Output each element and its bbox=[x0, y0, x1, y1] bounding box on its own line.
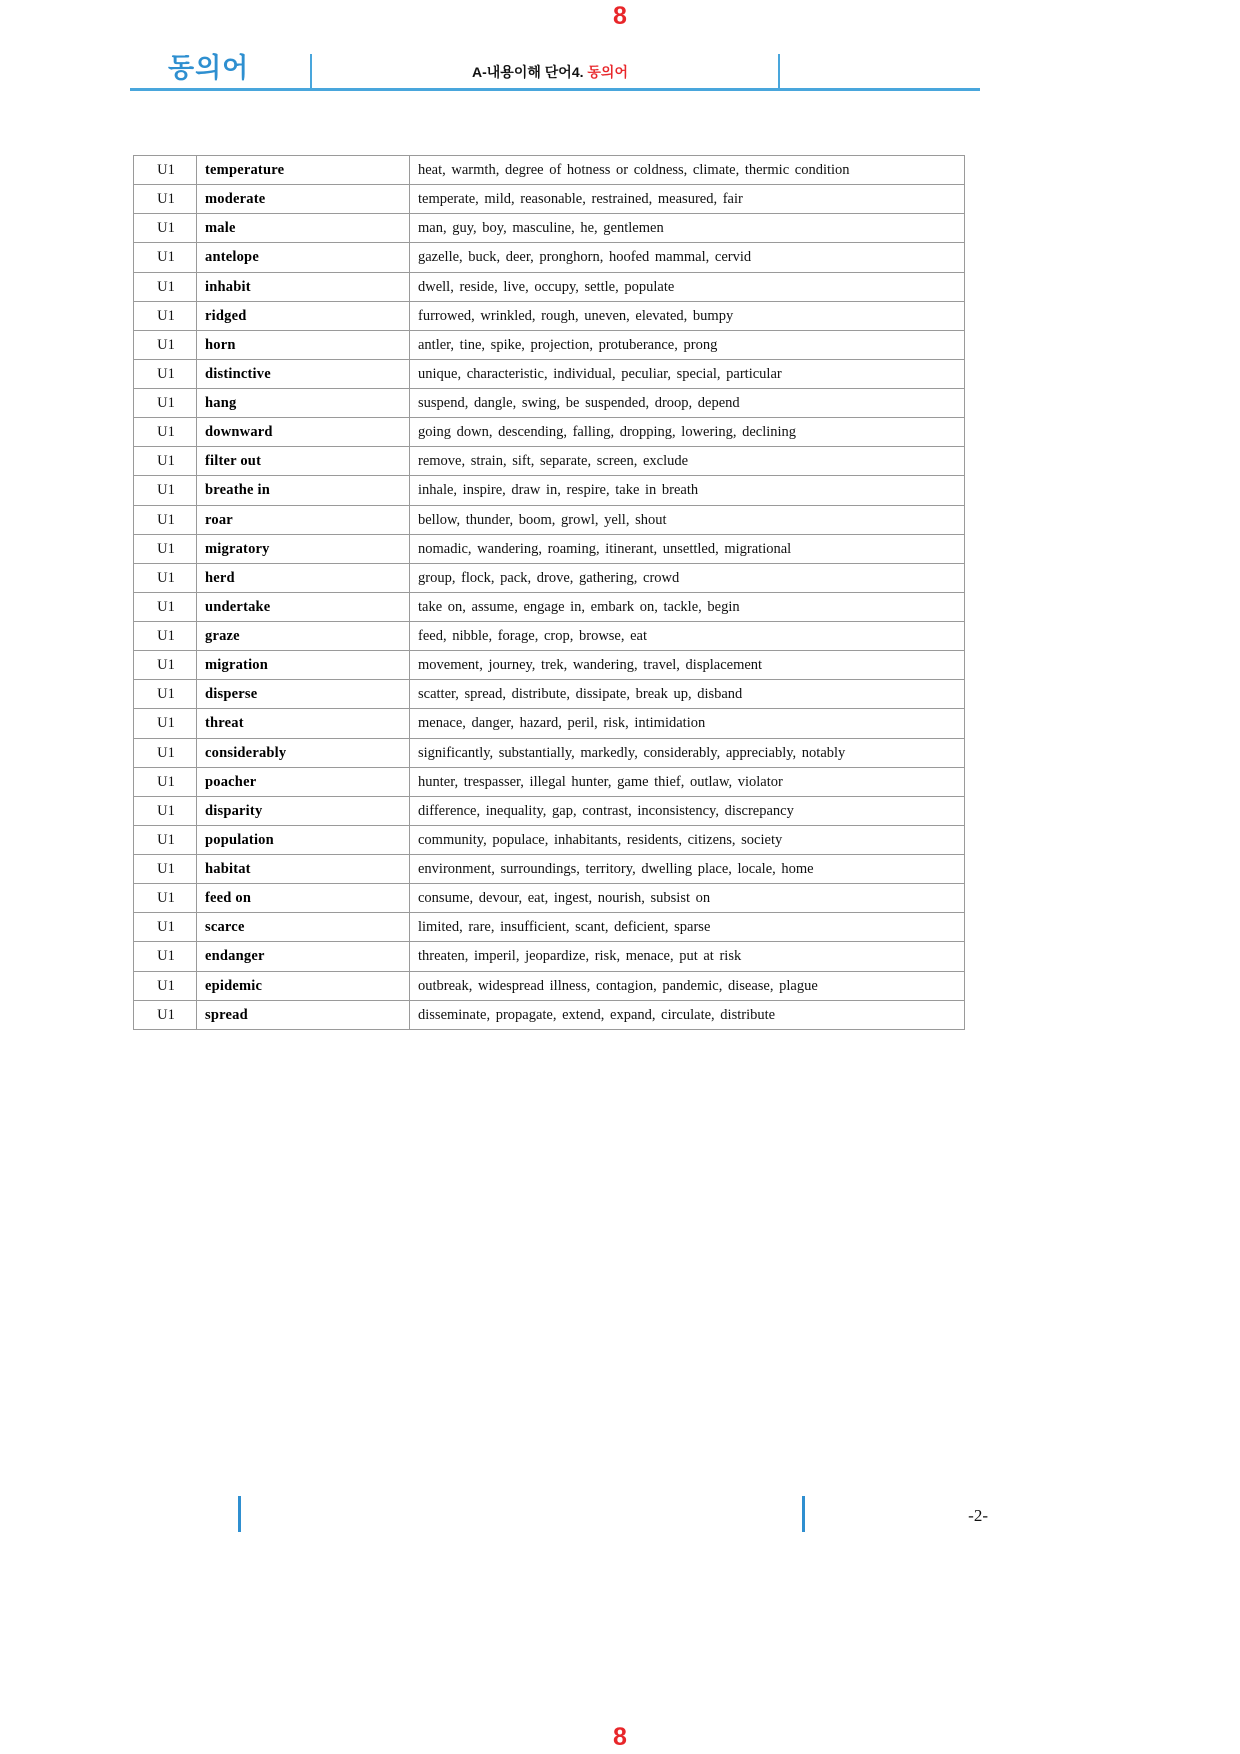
cell-unit: U1 bbox=[134, 214, 197, 243]
cell-synonyms: going down, descending, falling, dropping, lowering, declining bbox=[410, 418, 965, 447]
cell-unit: U1 bbox=[134, 622, 197, 651]
cell-synonyms: suspend, dangle, swing, be suspended, droop, depend bbox=[410, 389, 965, 418]
table-row bbox=[134, 592, 965, 621]
cell-synonyms: limited, rare, insufficient, scant, deficient, sparse bbox=[410, 913, 965, 942]
cell-synonyms: environment, surroundings, territory, dwelling place, locale, home bbox=[410, 855, 965, 884]
cell-word: distinctive bbox=[197, 359, 410, 388]
cell-synonyms: take on, assume, engage in, embark on, tackle, begin bbox=[410, 592, 965, 621]
cell-synonyms: outbreak, widespread illness, contagion, pandemic, disease, plague bbox=[410, 971, 965, 1000]
cell-word: epidemic bbox=[197, 971, 410, 1000]
cell-unit: U1 bbox=[134, 418, 197, 447]
cell-word: habitat bbox=[197, 855, 410, 884]
cell-synonyms: consume, devour, eat, ingest, nourish, subsist on bbox=[410, 884, 965, 913]
cell-synonyms: temperate, mild, reasonable, restrained, measured, fair bbox=[410, 185, 965, 214]
cell-word: spread bbox=[197, 1000, 410, 1029]
cell-unit: U1 bbox=[134, 825, 197, 854]
table-row bbox=[134, 796, 965, 825]
table-row bbox=[134, 214, 965, 243]
table-row bbox=[134, 680, 965, 709]
cell-unit: U1 bbox=[134, 447, 197, 476]
cell-synonyms: hunter, trespasser, illegal hunter, game thief, outlaw, violator bbox=[410, 767, 965, 796]
page-header bbox=[130, 46, 980, 90]
cell-unit: U1 bbox=[134, 796, 197, 825]
cell-unit: U1 bbox=[134, 359, 197, 388]
table-row bbox=[134, 855, 965, 884]
cell-unit: U1 bbox=[134, 855, 197, 884]
page-number-top: 8 bbox=[613, 2, 627, 30]
cell-synonyms: inhale, inspire, draw in, respire, take in breath bbox=[410, 476, 965, 505]
table-row bbox=[134, 942, 965, 971]
cell-synonyms: bellow, thunder, boom, growl, yell, shout bbox=[410, 505, 965, 534]
table-row bbox=[134, 418, 965, 447]
cell-synonyms: threaten, imperil, jeopardize, risk, menace, put at risk bbox=[410, 942, 965, 971]
page-number-bottom: 8 bbox=[613, 1723, 627, 1751]
cell-word: antelope bbox=[197, 243, 410, 272]
cell-word: graze bbox=[197, 622, 410, 651]
cell-unit: U1 bbox=[134, 884, 197, 913]
cell-synonyms: remove, strain, sift, separate, screen, exclude bbox=[410, 447, 965, 476]
cell-unit: U1 bbox=[134, 156, 197, 185]
vocabulary-table-body bbox=[134, 156, 965, 1030]
cell-word: roar bbox=[197, 505, 410, 534]
table-row bbox=[134, 825, 965, 854]
cell-synonyms: man, guy, boy, masculine, he, gentlemen bbox=[410, 214, 965, 243]
cell-unit: U1 bbox=[134, 942, 197, 971]
cell-word: migration bbox=[197, 651, 410, 680]
cell-unit: U1 bbox=[134, 534, 197, 563]
cell-synonyms: group, flock, pack, drove, gathering, crowd bbox=[410, 563, 965, 592]
cell-unit: U1 bbox=[134, 651, 197, 680]
cell-word: threat bbox=[197, 709, 410, 738]
header-subtitle bbox=[330, 62, 770, 82]
table-row bbox=[134, 563, 965, 592]
header-title: 동의어 bbox=[168, 53, 250, 83]
table-row bbox=[134, 301, 965, 330]
cell-word: considerably bbox=[197, 738, 410, 767]
cell-unit: U1 bbox=[134, 301, 197, 330]
cell-synonyms: menace, danger, hazard, peril, risk, intimidation bbox=[410, 709, 965, 738]
table-row bbox=[134, 156, 965, 185]
cell-unit: U1 bbox=[134, 476, 197, 505]
cell-unit: U1 bbox=[134, 971, 197, 1000]
table-row bbox=[134, 447, 965, 476]
cell-unit: U1 bbox=[134, 709, 197, 738]
table-row bbox=[134, 709, 965, 738]
cell-word: feed on bbox=[197, 884, 410, 913]
cell-unit: U1 bbox=[134, 592, 197, 621]
cell-word: endanger bbox=[197, 942, 410, 971]
cell-word: ridged bbox=[197, 301, 410, 330]
cell-word: poacher bbox=[197, 767, 410, 796]
table-row bbox=[134, 534, 965, 563]
cell-unit: U1 bbox=[134, 767, 197, 796]
header-subtitle-main: A-내용이해 단어4. bbox=[472, 64, 584, 80]
table-row bbox=[134, 738, 965, 767]
footer-mark-left bbox=[238, 1496, 241, 1532]
cell-synonyms: community, populace, inhabitants, residents, citizens, society bbox=[410, 825, 965, 854]
table-row bbox=[134, 243, 965, 272]
cell-synonyms: gazelle, buck, deer, pronghorn, hoofed mammal, cervid bbox=[410, 243, 965, 272]
header-rule bbox=[130, 88, 980, 91]
cell-word: hang bbox=[197, 389, 410, 418]
cell-word: undertake bbox=[197, 592, 410, 621]
cell-word: migratory bbox=[197, 534, 410, 563]
cell-word: inhabit bbox=[197, 272, 410, 301]
cell-unit: U1 bbox=[134, 330, 197, 359]
cell-word: disparity bbox=[197, 796, 410, 825]
table-row bbox=[134, 505, 965, 534]
table-row bbox=[134, 330, 965, 359]
cell-unit: U1 bbox=[134, 680, 197, 709]
cell-word: male bbox=[197, 214, 410, 243]
table-row bbox=[134, 913, 965, 942]
cell-synonyms: significantly, substantially, markedly, considerably, appreciably, notably bbox=[410, 738, 965, 767]
table-row bbox=[134, 1000, 965, 1029]
cell-word: population bbox=[197, 825, 410, 854]
cell-word: moderate bbox=[197, 185, 410, 214]
cell-unit: U1 bbox=[134, 272, 197, 301]
table-row bbox=[134, 476, 965, 505]
cell-synonyms: difference, inequality, gap, contrast, inconsistency, discrepancy bbox=[410, 796, 965, 825]
cell-synonyms: dwell, reside, live, occupy, settle, populate bbox=[410, 272, 965, 301]
cell-word: downward bbox=[197, 418, 410, 447]
table-row bbox=[134, 884, 965, 913]
table-row bbox=[134, 651, 965, 680]
cell-unit: U1 bbox=[134, 738, 197, 767]
cell-word: herd bbox=[197, 563, 410, 592]
table-row bbox=[134, 622, 965, 651]
table-row bbox=[134, 185, 965, 214]
table-row bbox=[134, 767, 965, 796]
page-folio: -2- bbox=[968, 1506, 988, 1525]
cell-word: disperse bbox=[197, 680, 410, 709]
cell-synonyms: unique, characteristic, individual, peculiar, special, particular bbox=[410, 359, 965, 388]
cell-word: scarce bbox=[197, 913, 410, 942]
cell-unit: U1 bbox=[134, 389, 197, 418]
cell-unit: U1 bbox=[134, 913, 197, 942]
table-row bbox=[134, 359, 965, 388]
footer-mark-right bbox=[802, 1496, 805, 1532]
cell-unit: U1 bbox=[134, 243, 197, 272]
cell-word: horn bbox=[197, 330, 410, 359]
cell-unit: U1 bbox=[134, 1000, 197, 1029]
header-divider-right bbox=[778, 54, 780, 90]
cell-synonyms: heat, warmth, degree of hotness or coldness, climate, thermic condition bbox=[410, 156, 965, 185]
header-divider-left bbox=[310, 54, 312, 90]
table-row bbox=[134, 389, 965, 418]
header-subtitle-accent: 동의어 bbox=[587, 64, 628, 80]
table-row bbox=[134, 971, 965, 1000]
vocabulary-table bbox=[133, 155, 965, 1030]
cell-synonyms: nomadic, wandering, roaming, itinerant, unsettled, migrational bbox=[410, 534, 965, 563]
cell-synonyms: disseminate, propagate, extend, expand, circulate, distribute bbox=[410, 1000, 965, 1029]
cell-synonyms: scatter, spread, distribute, dissipate, break up, disband bbox=[410, 680, 965, 709]
table-row bbox=[134, 272, 965, 301]
cell-synonyms: antler, tine, spike, projection, protuberance, prong bbox=[410, 330, 965, 359]
cell-synonyms: furrowed, wrinkled, rough, uneven, elevated, bumpy bbox=[410, 301, 965, 330]
cell-unit: U1 bbox=[134, 563, 197, 592]
cell-unit: U1 bbox=[134, 185, 197, 214]
cell-synonyms: movement, journey, trek, wandering, travel, displacement bbox=[410, 651, 965, 680]
cell-word: filter out bbox=[197, 447, 410, 476]
cell-word: temperature bbox=[197, 156, 410, 185]
cell-word: breathe in bbox=[197, 476, 410, 505]
cell-synonyms: feed, nibble, forage, crop, browse, eat bbox=[410, 622, 965, 651]
cell-unit: U1 bbox=[134, 505, 197, 534]
